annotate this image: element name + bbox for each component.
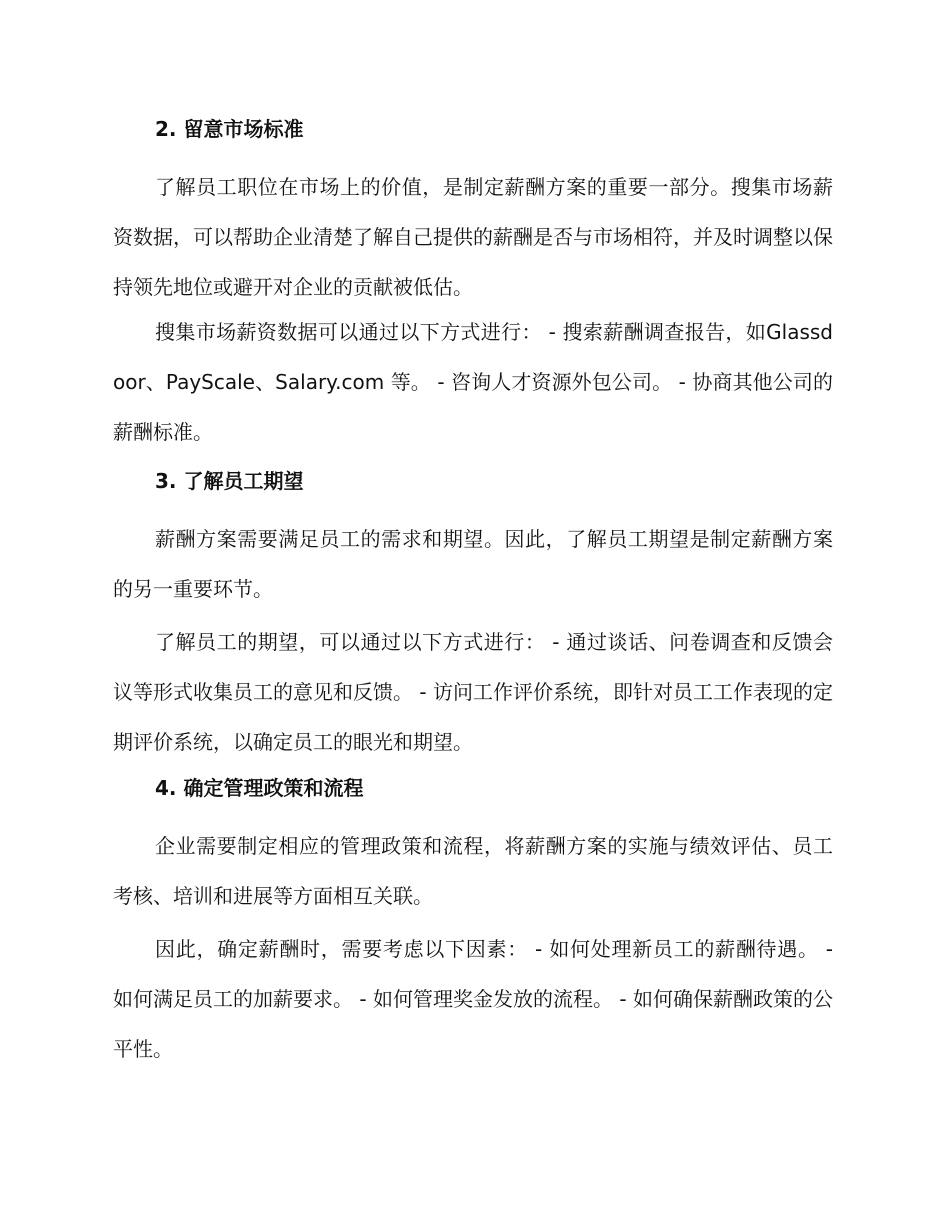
section-heading-employee-expectations: 3. 了解员工期望 (155, 469, 304, 493)
paragraph-expectation-methods: 了解员工的期望，可以通过以下方式进行： - 通过谈话、问卷调查和反馈会议等形式收集员工的意见和反馈。 - 访问工作评价系统，即针对员工工作表现的定期评价系统，以确定员工的眼光和期望。 (113, 630, 833, 754)
paragraph-market-value: 了解员工职位在市场上的价值，是制定薪酬方案的重要一部分。搜集市场薪资数据，可以帮助企业清楚了解自己提供的薪酬是否与市场相符，并及时调整以保持领先地位或避开对企业的贡献被低估。 (113, 175, 833, 299)
paragraph-salary-factors: 因此，确定薪酬时，需要考虑以下因素： - 如何处理新员工的薪酬待遇。 - 如何满足员工的加薪要求。 - 如何管理奖金发放的流程。 - 如何确保薪酬政策的公平性。 (113, 937, 833, 1061)
paragraph-market-data-methods: 搜集市场薪资数据可以通过以下方式进行： - 搜索薪酬调查报告，如Glassdoor、PayScale、Salary.com 等。 - 咨询人才资源外包公司。 - 协商其他公司的薪酬标准。 (113, 320, 833, 444)
section-heading-management-policy: 4. 确定管理政策和流程 (155, 776, 364, 800)
paragraph-employee-needs: 薪酬方案需要满足员工的需求和期望。因此，了解员工期望是制定薪酬方案的另一重要环节。 (113, 527, 833, 601)
paragraph-policy-linkage: 企业需要制定相应的管理政策和流程，将薪酬方案的实施与绩效评估、员工考核、培训和进展等方面相互关联。 (113, 834, 833, 908)
section-heading-market-standards: 2. 留意市场标准 (155, 117, 304, 141)
